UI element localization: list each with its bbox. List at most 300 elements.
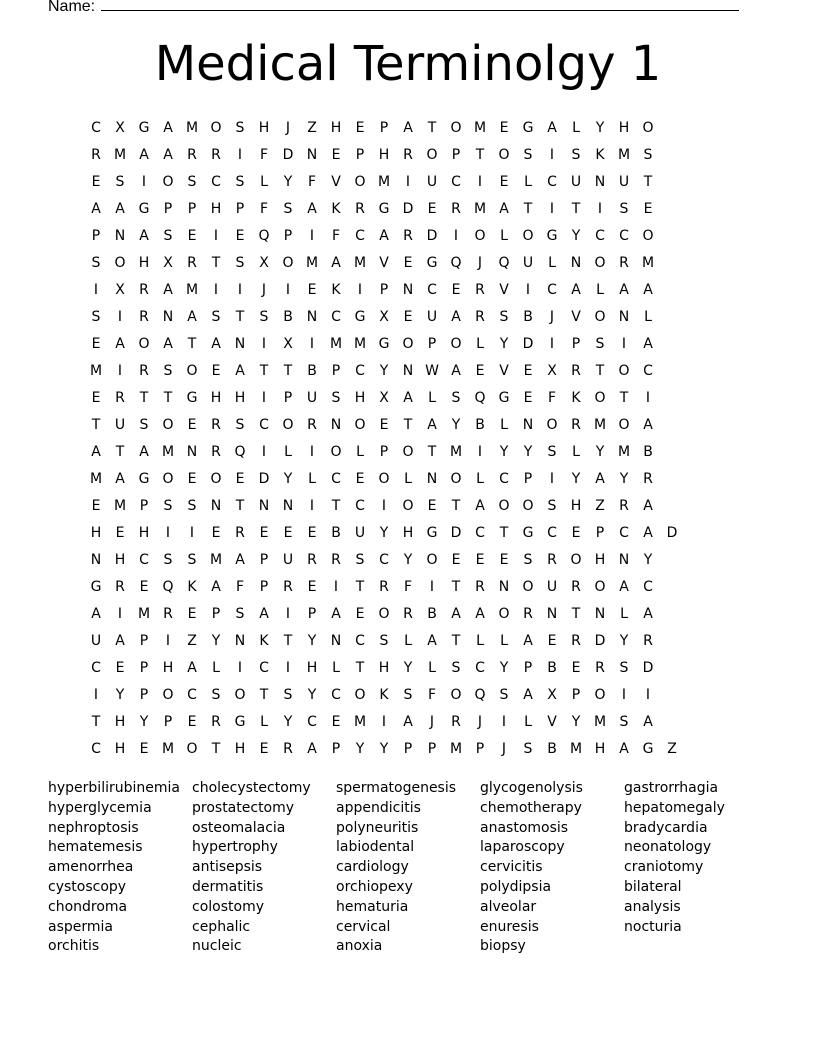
grid-letter: A: [211, 335, 221, 352]
grid-letter: A: [451, 362, 461, 379]
grid-letter: A: [91, 200, 101, 217]
grid-letter: I: [477, 173, 483, 190]
grid-letter: S: [139, 416, 149, 433]
grid-letter: B: [283, 308, 293, 325]
grid-letter: M: [617, 443, 631, 460]
grid-letter: H: [114, 713, 126, 730]
grid-letter: O: [210, 119, 222, 136]
grid-letter: L: [524, 713, 532, 730]
grid-letter: A: [379, 227, 389, 244]
grid-letter: N: [162, 308, 174, 325]
grid-letter: Z: [667, 740, 677, 757]
grid-letter: S: [163, 551, 173, 568]
grid-letter: G: [426, 524, 438, 541]
grid-letter: S: [499, 686, 509, 703]
grid-letter: D: [666, 524, 678, 541]
grid-letter: L: [428, 659, 436, 676]
grid-letter: E: [91, 335, 101, 352]
grid-letter: P: [523, 470, 533, 487]
grid-letter: P: [523, 659, 533, 676]
grid-letter: V: [499, 281, 509, 298]
grid-letter: P: [139, 632, 149, 649]
grid-letter: M: [473, 119, 487, 136]
grid-letter: O: [330, 443, 342, 460]
grid-letter: O: [618, 416, 630, 433]
grid-letter: T: [91, 713, 101, 730]
grid-letter: P: [283, 227, 293, 244]
grid-letter: K: [187, 578, 197, 595]
grid-letter: E: [523, 389, 533, 406]
grid-letter: O: [354, 416, 366, 433]
grid-letter: N: [522, 416, 534, 433]
word-item: cervicitis: [480, 859, 543, 876]
grid-letter: R: [451, 713, 461, 730]
grid-letter: S: [547, 443, 557, 460]
grid-letter: E: [91, 497, 101, 514]
grid-letter: M: [305, 254, 319, 271]
grid-letter: T: [595, 362, 605, 379]
grid-letter: Y: [307, 632, 317, 649]
grid-letter: C: [355, 632, 365, 649]
grid-letter: S: [619, 659, 629, 676]
grid-letter: C: [187, 686, 197, 703]
grid-letter: E: [283, 524, 293, 541]
grid-letter: T: [451, 497, 461, 514]
grid-letter: A: [427, 416, 437, 433]
grid-letter: N: [498, 578, 510, 595]
grid-letter: A: [403, 389, 413, 406]
grid-letter: M: [137, 605, 151, 622]
grid-letter: L: [356, 443, 364, 460]
grid-letter: X: [379, 308, 389, 325]
grid-letter: Z: [595, 497, 605, 514]
grid-letter: O: [594, 308, 606, 325]
name-field: [48, 0, 739, 16]
grid-letter: U: [114, 416, 126, 433]
grid-letter: U: [426, 173, 438, 190]
grid-letter: J: [477, 713, 483, 730]
grid-letter: I: [645, 686, 651, 703]
grid-letter: O: [210, 470, 222, 487]
grid-letter: V: [379, 254, 389, 271]
grid-letter: R: [211, 146, 221, 163]
word-item: dermatitis: [192, 878, 264, 895]
grid-letter: R: [139, 281, 149, 298]
grid-letter: E: [307, 281, 317, 298]
grid-letter: O: [618, 362, 630, 379]
grid-letter: N: [210, 497, 222, 514]
grid-letter: L: [308, 470, 316, 487]
grid-letter: R: [547, 551, 557, 568]
grid-letter: Y: [643, 551, 653, 568]
grid-letter: P: [139, 497, 149, 514]
grid-letter: G: [378, 335, 390, 352]
grid-letter: T: [355, 578, 365, 595]
grid-letter: K: [331, 281, 341, 298]
grid-letter: A: [427, 632, 437, 649]
grid-letter: L: [404, 632, 412, 649]
grid-letter: P: [379, 119, 389, 136]
grid-letter: T: [403, 416, 413, 433]
grid-letter: H: [402, 524, 414, 541]
grid-letter: Y: [307, 686, 317, 703]
grid-letter: S: [451, 659, 461, 676]
grid-row: [84, 546, 732, 573]
grid-letter: T: [283, 362, 293, 379]
grid-letter: P: [283, 389, 293, 406]
grid-letter: A: [187, 659, 197, 676]
grid-letter: H: [138, 524, 150, 541]
grid-letter: H: [306, 659, 318, 676]
grid-letter: I: [381, 497, 387, 514]
grid-letter: L: [596, 281, 604, 298]
grid-letter: O: [594, 578, 606, 595]
grid-letter: P: [259, 578, 269, 595]
grid-letter: G: [186, 389, 198, 406]
grid-letter: L: [428, 389, 436, 406]
grid-letter: H: [234, 389, 246, 406]
grid-letter: D: [522, 335, 534, 352]
grid-letter: C: [427, 281, 437, 298]
grid-letter: E: [187, 416, 197, 433]
grid-letter: P: [139, 686, 149, 703]
grid-letter: I: [309, 497, 315, 514]
grid-letter: A: [403, 713, 413, 730]
grid-letter: R: [403, 146, 413, 163]
grid-letter: I: [429, 578, 435, 595]
word-item: enuresis: [480, 918, 539, 935]
grid-letter: S: [163, 362, 173, 379]
word-item: nucleic: [192, 938, 242, 955]
grid-letter: T: [163, 389, 173, 406]
grid-letter: S: [331, 389, 341, 406]
grid-letter: R: [187, 254, 197, 271]
grid-letter: J: [477, 254, 483, 271]
word-item: gastrorrhagia: [624, 780, 719, 796]
word-item: anoxia: [336, 938, 383, 955]
grid-letter: I: [549, 470, 555, 487]
grid-letter: A: [235, 551, 245, 568]
grid-letter: U: [90, 632, 102, 649]
word-item: nocturia: [624, 918, 682, 935]
grid-letter: F: [235, 578, 245, 595]
grid-letter: O: [450, 119, 462, 136]
grid-letter: O: [546, 416, 558, 433]
word-item: hematuria: [336, 898, 409, 915]
grid-letter: I: [117, 362, 123, 379]
grid-letter: M: [329, 335, 343, 352]
grid-letter: E: [379, 416, 389, 433]
grid-letter: M: [593, 416, 607, 433]
grid-letter: E: [523, 362, 533, 379]
grid-letter: I: [117, 308, 123, 325]
grid-letter: Q: [258, 227, 270, 244]
word-item: orchitis: [48, 938, 100, 955]
grid-letter: B: [427, 605, 437, 622]
grid-letter: I: [285, 281, 291, 298]
grid-letter: O: [114, 254, 126, 271]
grid-letter: N: [234, 632, 246, 649]
grid-letter: E: [235, 470, 245, 487]
grid-letter: R: [643, 632, 653, 649]
grid-letter: R: [331, 551, 341, 568]
grid-letter: Q: [474, 389, 486, 406]
grid-letter: T: [283, 632, 293, 649]
grid-letter: E: [571, 659, 581, 676]
grid-letter: M: [113, 146, 127, 163]
grid-letter: A: [211, 578, 221, 595]
grid-letter: G: [498, 389, 510, 406]
grid-letter: D: [594, 632, 606, 649]
grid-letter: E: [139, 578, 149, 595]
grid-letter: I: [261, 443, 267, 460]
grid-letter: O: [234, 686, 246, 703]
word-item: glycogenolysis: [480, 780, 583, 796]
grid-letter: Y: [211, 632, 221, 649]
grid-letter: C: [643, 362, 653, 379]
grid-letter: O: [282, 254, 294, 271]
grid-letter: E: [403, 254, 413, 271]
grid-letter: P: [451, 146, 461, 163]
grid-letter: A: [259, 605, 269, 622]
grid-letter: N: [282, 497, 294, 514]
grid-letter: O: [354, 686, 366, 703]
grid-letter: J: [261, 281, 267, 298]
grid-letter: H: [378, 659, 390, 676]
grid-letter: L: [404, 470, 412, 487]
word-item: amenorrhea: [48, 859, 134, 876]
grid-letter: M: [569, 740, 583, 757]
grid-letter: O: [402, 335, 414, 352]
grid-letter: N: [234, 335, 246, 352]
name-underline: [101, 0, 739, 11]
grid-letter: T: [523, 200, 533, 217]
word-item: hypertrophy: [192, 839, 278, 856]
grid-letter: S: [235, 254, 245, 271]
word-column: [480, 779, 624, 957]
word-item: antisepsis: [192, 859, 263, 876]
grid-letter: J: [285, 119, 291, 136]
grid-letter: A: [643, 605, 653, 622]
grid-letter: T: [571, 605, 581, 622]
grid-letter: Y: [523, 443, 533, 460]
grid-letter: A: [643, 497, 653, 514]
word-item: analysis: [624, 898, 681, 915]
grid-letter: V: [331, 173, 341, 190]
grid-letter: E: [451, 281, 461, 298]
grid-letter: Y: [619, 632, 629, 649]
grid-letter: A: [163, 146, 173, 163]
word-item: bilateral: [624, 878, 682, 895]
grid-letter: S: [91, 254, 101, 271]
grid-letter: E: [307, 578, 317, 595]
grid-letter: S: [571, 146, 581, 163]
grid-letter: I: [117, 605, 123, 622]
grid-letter: P: [571, 686, 581, 703]
grid-letter: D: [426, 227, 438, 244]
grid-letter: O: [570, 551, 582, 568]
grid-letter: C: [355, 227, 365, 244]
grid-letter: B: [331, 524, 341, 541]
grid-letter: F: [307, 173, 317, 190]
grid-letter: S: [91, 308, 101, 325]
grid-letter: V: [499, 362, 509, 379]
grid-letter: D: [282, 146, 294, 163]
grid-letter: R: [403, 605, 413, 622]
grid-letter: O: [642, 227, 654, 244]
grid-letter: H: [618, 119, 630, 136]
grid-letter: I: [141, 173, 147, 190]
grid-letter: O: [522, 578, 534, 595]
grid-letter: E: [139, 740, 149, 757]
word-item: colostomy: [192, 898, 264, 915]
grid-letter: J: [549, 308, 555, 325]
grid-letter: S: [355, 551, 365, 568]
grid-letter: A: [139, 146, 149, 163]
grid-letter: E: [259, 524, 269, 541]
grid-letter: T: [211, 740, 221, 757]
grid-letter: M: [89, 362, 103, 379]
grid-letter: B: [307, 362, 317, 379]
word-item: anastomosis: [480, 819, 569, 836]
grid-letter: K: [259, 632, 269, 649]
grid-letter: O: [402, 443, 414, 460]
grid-letter: N: [306, 146, 318, 163]
grid-letter: E: [91, 173, 101, 190]
grid-letter: X: [379, 389, 389, 406]
grid-letter: L: [500, 227, 508, 244]
grid-letter: A: [547, 119, 557, 136]
grid-letter: M: [353, 254, 367, 271]
grid-letter: G: [90, 578, 102, 595]
grid-letter: E: [571, 524, 581, 541]
grid-letter: U: [618, 173, 630, 190]
word-item: cardiology: [336, 859, 409, 876]
grid-letter: G: [642, 740, 654, 757]
grid-letter: I: [549, 335, 555, 352]
grid-letter: A: [187, 308, 197, 325]
grid-letter: T: [235, 497, 245, 514]
grid-row: [84, 465, 732, 492]
grid-letter: R: [571, 632, 581, 649]
grid-letter: T: [259, 686, 269, 703]
word-item: cystoscopy: [48, 878, 127, 895]
grid-row: [84, 600, 732, 627]
grid-letter: E: [451, 551, 461, 568]
grid-letter: L: [284, 443, 292, 460]
grid-letter: E: [331, 713, 341, 730]
grid-letter: A: [451, 605, 461, 622]
grid-letter: P: [163, 713, 173, 730]
grid-letter: L: [500, 416, 508, 433]
grid-letter: I: [189, 524, 195, 541]
grid-letter: K: [379, 686, 389, 703]
grid-letter: K: [331, 200, 341, 217]
grid-letter: Y: [499, 659, 509, 676]
grid-letter: O: [522, 227, 534, 244]
grid-letter: J: [501, 740, 507, 757]
grid-letter: G: [138, 119, 150, 136]
grid-letter: I: [453, 227, 459, 244]
grid-letter: I: [93, 686, 99, 703]
grid-letter: T: [475, 146, 485, 163]
grid-letter: O: [162, 173, 174, 190]
grid-letter: G: [138, 200, 150, 217]
grid-letter: E: [355, 470, 365, 487]
grid-letter: R: [91, 146, 101, 163]
grid-letter: A: [523, 632, 533, 649]
grid-letter: H: [210, 200, 222, 217]
grid-letter: Y: [619, 470, 629, 487]
grid-letter: T: [259, 362, 269, 379]
grid-letter: S: [523, 740, 533, 757]
grid-letter: Y: [379, 362, 389, 379]
grid-letter: N: [258, 497, 270, 514]
grid-letter: S: [499, 308, 509, 325]
grid-letter: O: [138, 335, 150, 352]
grid-letter: D: [642, 659, 654, 676]
grid-letter: D: [402, 200, 414, 217]
grid-letter: B: [523, 308, 533, 325]
grid-row: [84, 519, 732, 546]
grid-letter: O: [498, 146, 510, 163]
grid-letter: C: [91, 659, 101, 676]
grid-letter: U: [570, 173, 582, 190]
grid-letter: Y: [571, 470, 581, 487]
grid-letter: R: [307, 416, 317, 433]
grid-letter: T: [139, 389, 149, 406]
grid-letter: L: [332, 659, 340, 676]
grid-letter: S: [547, 497, 557, 514]
word-item: appendicitis: [336, 799, 421, 816]
grid-letter: X: [163, 254, 173, 271]
grid-letter: A: [475, 605, 485, 622]
grid-letter: T: [619, 389, 629, 406]
grid-letter: P: [403, 740, 413, 757]
grid-letter: S: [187, 551, 197, 568]
grid-letter: A: [499, 200, 509, 217]
grid-letter: I: [333, 578, 339, 595]
grid-letter: C: [595, 227, 605, 244]
grid-letter: A: [91, 443, 101, 460]
grid-letter: P: [259, 551, 269, 568]
grid-letter: C: [331, 686, 341, 703]
grid-letter: E: [499, 173, 509, 190]
grid-letter: I: [285, 659, 291, 676]
grid-letter: M: [89, 470, 103, 487]
grid-letter: I: [309, 443, 315, 460]
grid-letter: Y: [379, 524, 389, 541]
grid-letter: N: [330, 416, 342, 433]
grid-letter: O: [402, 497, 414, 514]
grid-letter: S: [283, 200, 293, 217]
word-item: biopsy: [480, 938, 526, 955]
grid-letter: H: [258, 119, 270, 136]
grid-letter: M: [161, 443, 175, 460]
grid-letter: P: [235, 200, 245, 217]
grid-letter: O: [498, 497, 510, 514]
grid-row: [84, 411, 732, 438]
grid-letter: S: [619, 200, 629, 217]
grid-letter: T: [115, 443, 125, 460]
grid-letter: J: [429, 713, 435, 730]
grid-letter: Y: [283, 470, 293, 487]
word-item: aspermia: [48, 918, 113, 935]
grid-letter: B: [643, 443, 653, 460]
grid-letter: S: [259, 308, 269, 325]
grid-letter: T: [331, 497, 341, 514]
word-item: craniotomy: [624, 859, 704, 876]
